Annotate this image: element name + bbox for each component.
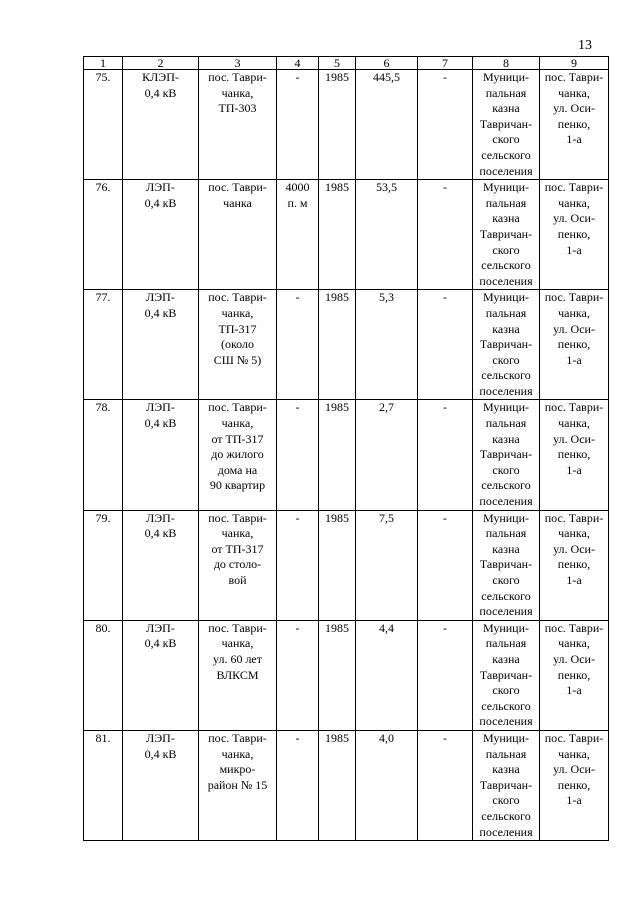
object-value-cell [356,510,418,620]
object-address-cell [199,70,277,180]
object-name-cell [123,70,199,180]
object-length: - [295,620,300,635]
object-name: ЛЭП- 0,4 кВ [144,620,177,651]
column-7-value-cell [418,400,473,510]
owner-name: Муници- пальная казна Тавричан- ского сельского поселения [479,400,533,509]
object-name: ЛЭП- 0,4 кВ [144,730,177,761]
commission-year-cell [319,400,356,510]
commission-year: 1985 [325,290,349,305]
object-length-cell [277,70,319,180]
column-header: 8 [473,57,540,70]
row-number-cell [84,180,123,290]
table-row [84,180,609,290]
owner-name-cell [473,400,540,510]
commission-year-cell [319,620,356,730]
row-number-cell [84,510,123,620]
row-number-cell [84,620,123,730]
commission-year: 1985 [325,620,349,635]
object-name-cell [123,730,199,840]
owner-location: пос. Таври- чанка, ул. Оси- пенко, 1-а [544,400,604,477]
column-7-value: - [443,180,447,195]
owner-name: Муници- пальная казна Тавричан- ского сельского поселения [479,290,533,398]
column-7-value-cell [418,70,473,180]
object-length: - [295,400,300,415]
object-address-cell [199,180,277,290]
column-7-value: - [443,510,447,525]
object-length-cell [277,620,319,730]
column-7-value-cell [418,290,473,400]
commission-year-cell [319,510,356,620]
object-address-cell [199,290,277,400]
column-7-value: - [443,400,447,415]
object-length-cell [277,510,319,620]
object-name: ЛЭП- 0,4 кВ [144,180,177,210]
owner-location: пос. Таври- чанка, ул. Оси- пенко, 1-а [544,620,604,698]
object-value: 7,5 [379,510,394,525]
table-row [84,400,609,510]
object-address-cell [199,620,277,730]
row-number: 81. [95,730,111,745]
column-7-value: - [443,290,447,305]
row-number: 76. [95,180,111,195]
table-row [84,70,609,180]
row-number: 80. [95,620,111,635]
table-body [84,70,609,841]
object-address: пос. Таври- чанка, ТП-317 (около СШ № 5) [208,290,267,367]
column-header: 6 [356,57,418,70]
owner-location: пос. Таври- чанка, ул. Оси- пенко, 1-а [544,180,604,257]
column-7-value-cell [418,620,473,730]
object-address: пос. Таври- чанка, ТП-303 [208,70,267,116]
row-number: 78. [95,400,111,415]
owner-location: пос. Таври- чанка, ул. Оси- пенко, 1-а [544,70,604,147]
commission-year: 1985 [325,70,349,84]
owner-location: пос. Таври- чанка, ул. Оси- пенко, 1-а [544,290,604,367]
object-name-cell [123,290,199,400]
object-value: 2,7 [379,400,394,415]
column-header: 7 [418,57,473,70]
object-length-cell [277,290,319,400]
owner-name-cell [473,620,540,730]
object-length-cell [277,180,319,290]
object-name-cell [123,180,199,290]
page-number: 13 [578,38,592,53]
owner-name: Муници- пальная казна Тавричан- ского сельского поселения [479,620,533,729]
object-address-cell [199,510,277,620]
object-value-cell [356,730,418,840]
owner-name: Муници- пальная казна Тавричан- ского сельского поселения [479,180,533,288]
column-7-value-cell [418,180,473,290]
owner-location-cell [540,730,609,840]
column-7-value: - [443,620,447,635]
row-number: 79. [95,510,111,525]
column-header: 3 [199,57,277,70]
column-header: 5 [319,57,356,70]
object-value: 53,5 [376,180,397,195]
column-header: 2 [123,57,199,70]
object-value: 4,4 [379,620,394,635]
object-length-cell [277,730,319,840]
commission-year: 1985 [325,510,349,525]
commission-year: 1985 [325,400,349,415]
object-address-cell [199,730,277,840]
owner-location-cell [540,620,609,730]
column-header: 9 [540,57,609,70]
object-value: 4,0 [379,730,394,745]
object-name: ЛЭП- 0,4 кВ [144,400,177,431]
object-value-cell [356,620,418,730]
object-value-cell [356,290,418,400]
object-length: - [295,730,300,745]
owner-name: Муници- пальная казна Тавричан- ского сельского поселения [479,510,533,619]
column-7-value: - [443,730,447,745]
column-header: 1 [84,57,123,70]
object-address: пос. Таври- чанка, ул. 60 лет ВЛКСМ [208,620,267,682]
commission-year-cell [319,70,356,180]
row-number-cell [84,70,123,180]
commission-year-cell [319,290,356,400]
object-length-cell [277,400,319,510]
row-number-cell [84,730,123,840]
object-name: ЛЭП- 0,4 кВ [144,290,177,320]
owner-name-cell [473,730,540,840]
object-length: - [295,70,300,84]
column-7-value: - [443,70,447,84]
object-address: пос. Таври- чанка, от ТП-317 до столо- вой [208,510,267,587]
object-name: КЛЭП- 0,4 кВ [142,70,179,100]
table-row [84,620,609,730]
row-number: 77. [95,290,111,305]
owner-location: пос. Таври- чанка, ул. Оси- пенко, 1-а [544,730,604,808]
column-header: 4 [277,57,319,70]
object-length: 4000 п. м [285,180,310,210]
object-address-cell [199,400,277,510]
object-name-cell [123,400,199,510]
owner-location-cell [540,70,609,180]
object-value: 5,3 [379,290,394,305]
object-name-cell [123,620,199,730]
object-name: ЛЭП- 0,4 кВ [144,510,177,541]
property-register-table [83,56,609,841]
owner-location-cell [540,510,609,620]
table-row [84,510,609,620]
owner-location-cell [540,180,609,290]
commission-year-cell [319,180,356,290]
row-number: 75. [95,70,111,84]
column-7-value-cell [418,510,473,620]
owner-location-cell [540,290,609,400]
commission-year: 1985 [325,730,349,745]
row-number-cell [84,400,123,510]
row-number-cell [84,290,123,400]
owner-name-cell [473,510,540,620]
owner-name-cell [473,180,540,290]
owner-location: пос. Таври- чанка, ул. Оси- пенко, 1-а [544,510,604,587]
column-7-value-cell [418,730,473,840]
owner-name: Муници- пальная казна Тавричан- ского сельского поселения [479,70,533,178]
object-value: 445,5 [373,70,400,84]
object-value-cell [356,70,418,180]
object-length: - [295,290,300,305]
object-address: пос. Таври- чанка, от ТП-317 до жилого дома на 90 квартир [208,400,267,493]
header-row [84,57,609,70]
table-row [84,290,609,400]
object-length: - [295,510,300,525]
owner-name-cell [473,70,540,180]
object-name-cell [123,510,199,620]
object-address: пос. Таври- чанка [208,180,267,210]
commission-year: 1985 [325,180,349,195]
table-row [84,730,609,840]
object-value-cell [356,400,418,510]
object-value-cell [356,180,418,290]
object-address: пос. Таври- чанка, микро- район № 15 [207,730,268,792]
owner-location-cell [540,400,609,510]
commission-year-cell [319,730,356,840]
owner-name-cell [473,290,540,400]
owner-name: Муници- пальная казна Тавричан- ского сельского поселения [479,730,533,839]
